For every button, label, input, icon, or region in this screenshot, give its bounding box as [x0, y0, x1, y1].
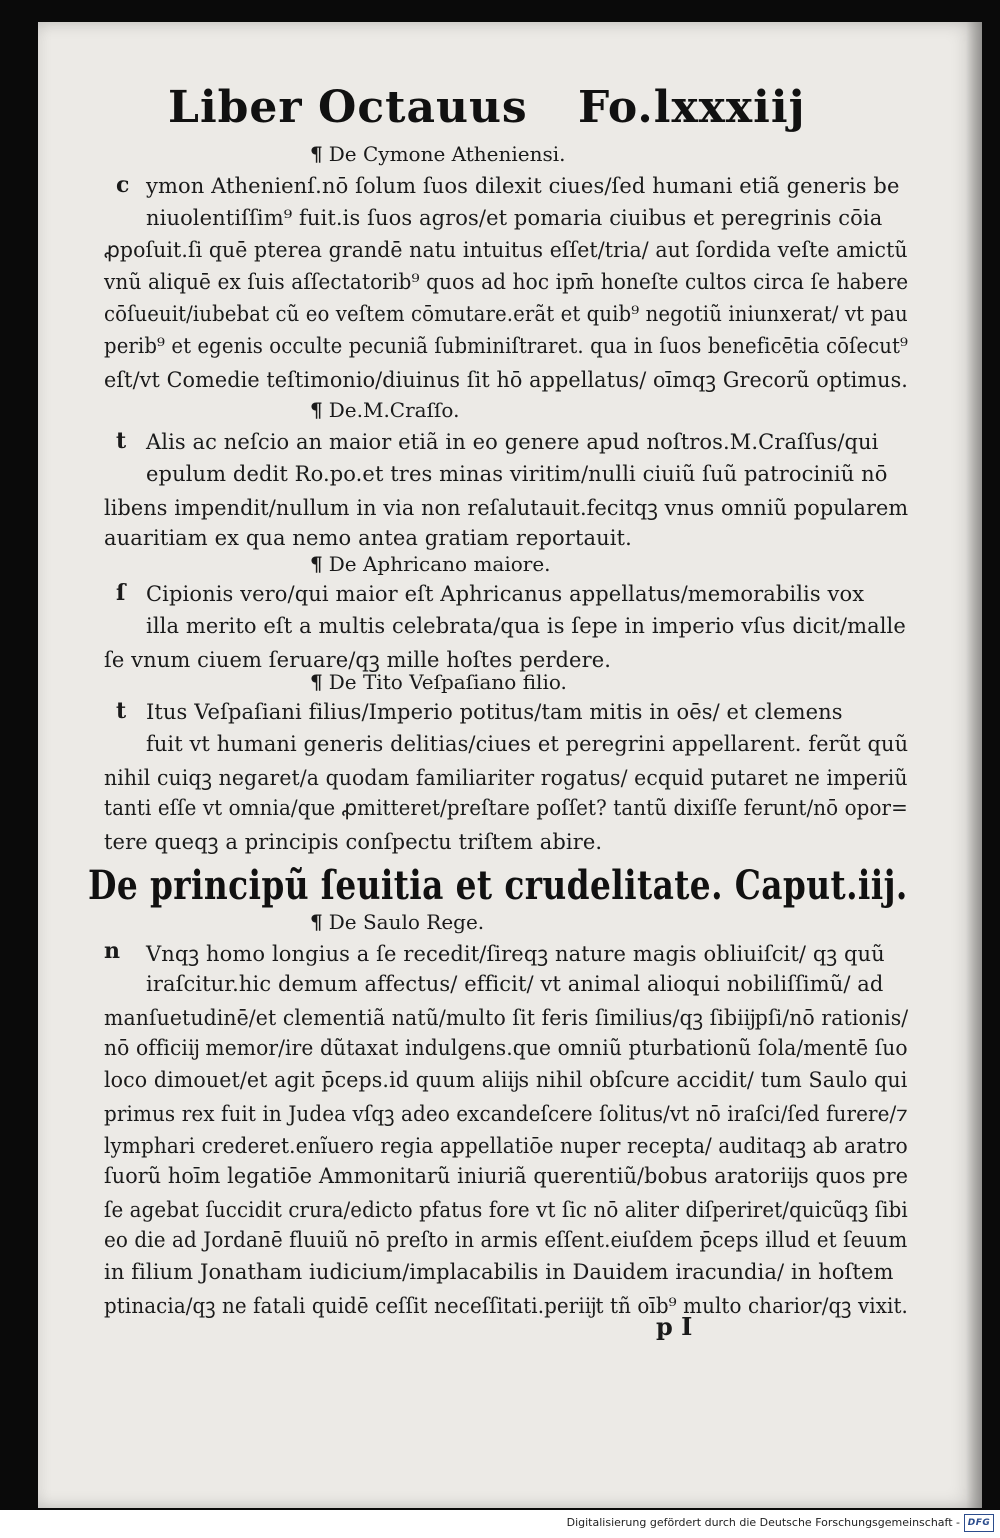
- text-line: lymphari crederet.enĩuero regia appellatiōe nuper recepta/ auditaqꝫ ab aratro: [104, 1134, 908, 1158]
- initial-letter: c: [116, 172, 130, 198]
- text-line: fuit vt humani generis delitias/ciues et peregrini appellarent. ferũt quũ: [146, 732, 909, 756]
- text-line: vnũ aliquē ex ſuis aſſectatorib⁹ quos ad hoc ipm̄ honeſte cultos circa ſe habere: [104, 270, 909, 294]
- text-line: ꝓpoſuit.ſi quē pterea grandē natu intuitus eſſet/tria/ aut ſordida veſte amictũ: [104, 238, 908, 262]
- text-line: perib⁹ et egenis occulte pecuniã ſubminiſtraret. qua in ſuos beneficētia cōſecut⁹: [104, 334, 908, 358]
- text-line: tanti eſſe vt omnia/que ꝓmitteret/preſtare poſſet? tantũ dixiſſe ferunt/nō opor=: [104, 796, 908, 820]
- text-line: Itus Veſpaſiani filius/Imperio potitus/tam mitis in oēs/ et clemens: [146, 700, 843, 724]
- rubric-tito: ¶ De Tito Veſpaſiano filio.: [310, 670, 567, 694]
- header-octavus: Octauus: [318, 82, 528, 133]
- digitization-footer: [0, 1510, 1000, 1538]
- book-page: [38, 22, 982, 1508]
- text-line: ſuorũ hoīm legatiōe Ammonitarũ iniuriã querentiũ/bobus aratoriĳs quos pre: [104, 1164, 909, 1188]
- text-line: eſt/vt Comedie teſtimonio/diuinus ſit hō appellatus/ oīmqꝫ Grecorũ optimus.: [104, 368, 909, 392]
- text-line: auaritiam ex qua nemo antea gratiam reportauit.: [104, 526, 632, 550]
- text-line: nihil cuiqꝫ negaret/a quodam familiariter rogatus/ ecquid putaret ne imperiũ: [104, 766, 908, 790]
- initial-letter: t: [116, 698, 127, 724]
- page-text: [38, 22, 982, 1508]
- running-header: [168, 82, 806, 138]
- rubric-crasso: ¶ De.M.Craſſo.: [310, 398, 460, 422]
- initial-letter: ſ: [116, 580, 126, 606]
- text-line: Alis ac neſcio an maior etiã in eo genere apud noſtros.M.Craſſus/qui: [146, 430, 879, 454]
- text-line: epulum dedit Ro.po.et tres minas viritim/nulli ciuiũ ſuũ patrociniũ nō: [146, 462, 888, 486]
- pilcrow-icon: ¶: [310, 142, 323, 166]
- pilcrow-icon: ¶: [310, 670, 323, 694]
- text-line: Cipionis vero/qui maior eſt Aphricanus appellatus/memorabilis vox: [146, 582, 865, 606]
- dfg-logo-icon: DFG: [964, 1514, 994, 1532]
- funding-credit: Digitalisierung gefördert durch die Deutsche Forschungsgemeinschaft -: [566, 1516, 960, 1529]
- pilcrow-icon: ¶: [310, 552, 323, 576]
- text-line: in filium Jonatham iudicium/implacabilis in Dauidem iracundia/ in hoſtem: [104, 1260, 894, 1284]
- text-line: cōſueuit/iubebat cũ eo veſtem cōmutare.erãt et quib⁹ negotiũ iniunxerat/ vt pau: [104, 302, 908, 326]
- rubric-cymone: ¶ De Cymone Atheniensi.: [310, 142, 566, 166]
- header-liber: Liber: [168, 82, 303, 133]
- initial-letter: t: [116, 428, 127, 454]
- text-line: loco dimouet/et agit p̄ceps.id quum aliĳs nihil obſcure accidit/ tum Saulo qui: [104, 1068, 908, 1092]
- pilcrow-icon: ¶: [310, 398, 323, 422]
- rubric-saulo: ¶ De Saulo Rege.: [310, 910, 485, 934]
- text-line: ymon Athenienſ.nō ſolum ſuos dilexit ciues/ſed humani etiã generis be: [146, 174, 900, 198]
- chapter-heading: De principũ ſeuitia et crudelitate. Caput.iij.: [88, 862, 908, 909]
- pilcrow-icon: ¶: [310, 910, 323, 934]
- text-line: tere queqꝫ a principis conſpectu triſtem abire.: [104, 830, 603, 854]
- text-line: eo die ad Jordanē fluuiũ nō preſto in armis eſſent.eiuſdem p̄ceps illud et ſeuum: [104, 1228, 908, 1252]
- rubric-aphricano: ¶ De Aphricano maiore.: [310, 552, 551, 576]
- text-line: iraſcitur.hic demum affectus/ efficit/ vt animal alioqui nobiliſſimũ/ ad: [146, 972, 884, 996]
- text-line: manſuetudinē/et clementiã natũ/multo ſit feris ſimilius/qꝫ ſibiĳpſi/nō rationis/: [104, 1006, 909, 1030]
- text-line: nō officiĳ memor/ire dũtaxat indulgens.que omniũ pturbationũ ſola/mentē ſuo: [104, 1036, 908, 1060]
- text-line: ſe vnum ciuem ſeruare/qꝫ mille hoſtes perdere.: [104, 648, 612, 672]
- text-line: primus rex fuit in Judea vſqꝫ adeo excandeſcere ſolitus/vt nō iraſci/ſed furere/⁊: [104, 1102, 908, 1126]
- text-line: niuolentiſſim⁹ fuit.is ſuos agros/et pomaria ciuibus et peregrinis cōia: [146, 206, 883, 230]
- header-folio: Fo.lxxxiij: [578, 82, 806, 133]
- text-line: Vnqꝫ homo longius a ſe recedit/ſireqꝫ nature magis obliuiſcit/ qꝫ quũ: [146, 942, 885, 966]
- text-line: ptinacia/qꝫ ne fatali quidē ceſſit neceſſitati.periĳt tñ oīb⁹ multo charior/qꝫ vixit.: [104, 1294, 908, 1318]
- signature-mark: p I: [656, 1312, 693, 1341]
- initial-letter: n: [104, 938, 120, 964]
- text-line: illa merito eſt a multis celebrata/qua is ſepe in imperio vſus dicit/malle: [146, 614, 906, 638]
- text-line: ſe agebat ſuccidit crura/edicto pfatus fore vt ſic nō aliter diſperiret/quicũqꝫ ſibi: [104, 1198, 908, 1222]
- text-line: libens impendit/nullum in via non reſalutauit.fecitqꝫ vnus omniũ popularem: [104, 496, 909, 520]
